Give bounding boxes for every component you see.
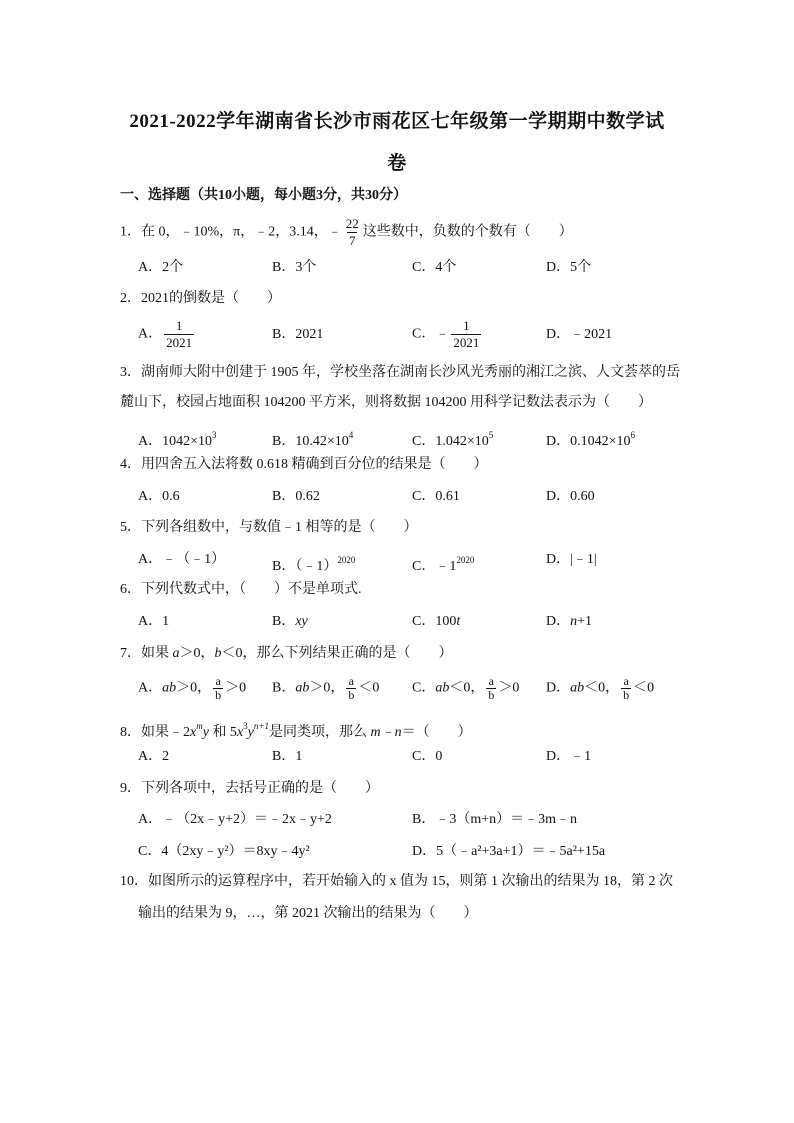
q2-option-c: C．﹣ $\frac{1}{2021}$ [412,318,480,350]
q1-option-c: C．4个 [412,260,457,275]
q1-option-a: A．2个 [138,260,184,275]
q6-option-a: A．1 [138,614,170,629]
q2-option-d: D．﹣2021 [546,327,613,342]
q4-option-b: B．0.62 [272,489,320,504]
q4-option-d: D．0.60 [546,489,595,504]
question-7-stem: 7．如果 a＞0，b＜0，那么下列结果正确的是（ ） [120,646,453,661]
q3-option-b: B．$10.42\times 10^4$ [272,430,354,449]
q8-option-b: B．1 [272,749,303,764]
q1-stem-a: 1．在 0，﹣10%，π，﹣2，3.14，﹣ [120,224,342,240]
q7-option-b: B．ab＞0， $\frac{a}{b}$ ＜0 [272,674,380,702]
q8-option-c: C．0 [412,749,443,764]
q5-option-a: A．﹣（﹣1） [138,552,226,567]
question-9-stem: 9．下列各项中，去括号正确的是（ ） [120,781,379,796]
q7-option-d: D．ab＜0， $\frac{a}{b}$ ＜0 [546,674,655,702]
question-3-line2: 麓山下，校园占地面积 104200 平方米，则将数据 104200 用科学记数法表示为（ ） [120,395,652,410]
section-heading: 一、选择题（共10小题，每小题3分，共30分） [120,188,407,203]
q9-option-a: A．﹣（2x﹣y+2）＝﹣2x﹣y+2 [138,812,332,827]
q5-option-d: D．|﹣1| [546,552,597,567]
question-10-line1: 10．如图所示的运算程序中，若开始输入的 x 值为 15，则第 1 次输出的结果为 18，第 2 次 [120,874,673,889]
q1-fraction: $\frac{22}{7}$ [345,216,359,248]
exam-title-line1: 2021-2022学年湖南省长沙市雨花区七年级第一学期期中数学试 [129,111,665,132]
q9-option-c: C．4（2xy﹣y²）＝8xy﹣4y² [138,844,310,859]
q6-option-b: B．xy [272,614,308,629]
q3-option-d: D．$0.1042\times 10^6$ [546,430,636,449]
question-3-line1: 3．湖南师大附中创建于 1905 年，学校坐落在湖南长沙风光秀丽的湘江之滨、人文荟萃的岳 [120,365,680,380]
q7-option-c: C．ab＜0， $\frac{a}{b}$ ＞0 [412,674,520,702]
q6-option-d: D．n+1 [546,614,593,629]
exam-title-line2: 卷 [387,153,407,174]
q3-option-a: A．$1042\times 10^3$ [138,430,217,449]
question-5-stem: 5．下列各组数中，与数值﹣1 相等的是（ ） [120,520,418,535]
q7-option-a: A．ab＞0， $\frac{a}{b}$ ＞0 [138,674,247,702]
question-4-stem: 4．用四舍五入法将数 0.618 精确到百分位的结果是（ ） [120,457,488,472]
q4-option-c: C．0.61 [412,489,460,504]
question-10-line2: 输出的结果为 9，…，第 2021 次输出的结果为（ ） [138,906,478,921]
question-1-stem [120,216,573,249]
q2-option-b: B．2021 [272,327,324,342]
q3-option-c: C．$1.042\times 10^5$ [412,430,494,449]
q6-option-c: C．100t [412,614,461,629]
q1-option-d: D．5个 [546,260,592,275]
q2-option-a: A． $\frac{1}{2021}$ [138,318,193,350]
q9-option-b: B．﹣3（m+n）＝﹣3m﹣n [412,812,578,827]
q5-option-c: C．$﹣1^{2020}$ [412,555,475,574]
question-8-stem: 8．如果$﹣2x^my$ 和 $5x^3y^{n+1}$是同类项，那么 m﹣n＝（ ） [120,721,472,740]
question-6-stem: 6．下列代数式中，（ ）不是单项式. [120,582,362,597]
q1-stem-b: 这些数中，负数的个数有（ ） [362,224,573,240]
question-2-stem: 2．2021的倒数是（ ） [120,291,281,306]
q4-option-a: A．0.6 [138,489,180,504]
q9-option-d: D．5（﹣a²+3a+1）＝﹣5a²+15a [412,844,606,859]
q8-option-d: D．﹣1 [546,749,592,764]
q5-option-b: B．（﹣1）$^{2020}$ [272,555,356,574]
q1-option-b: B．3个 [272,260,317,275]
q8-option-a: A．2 [138,749,170,764]
